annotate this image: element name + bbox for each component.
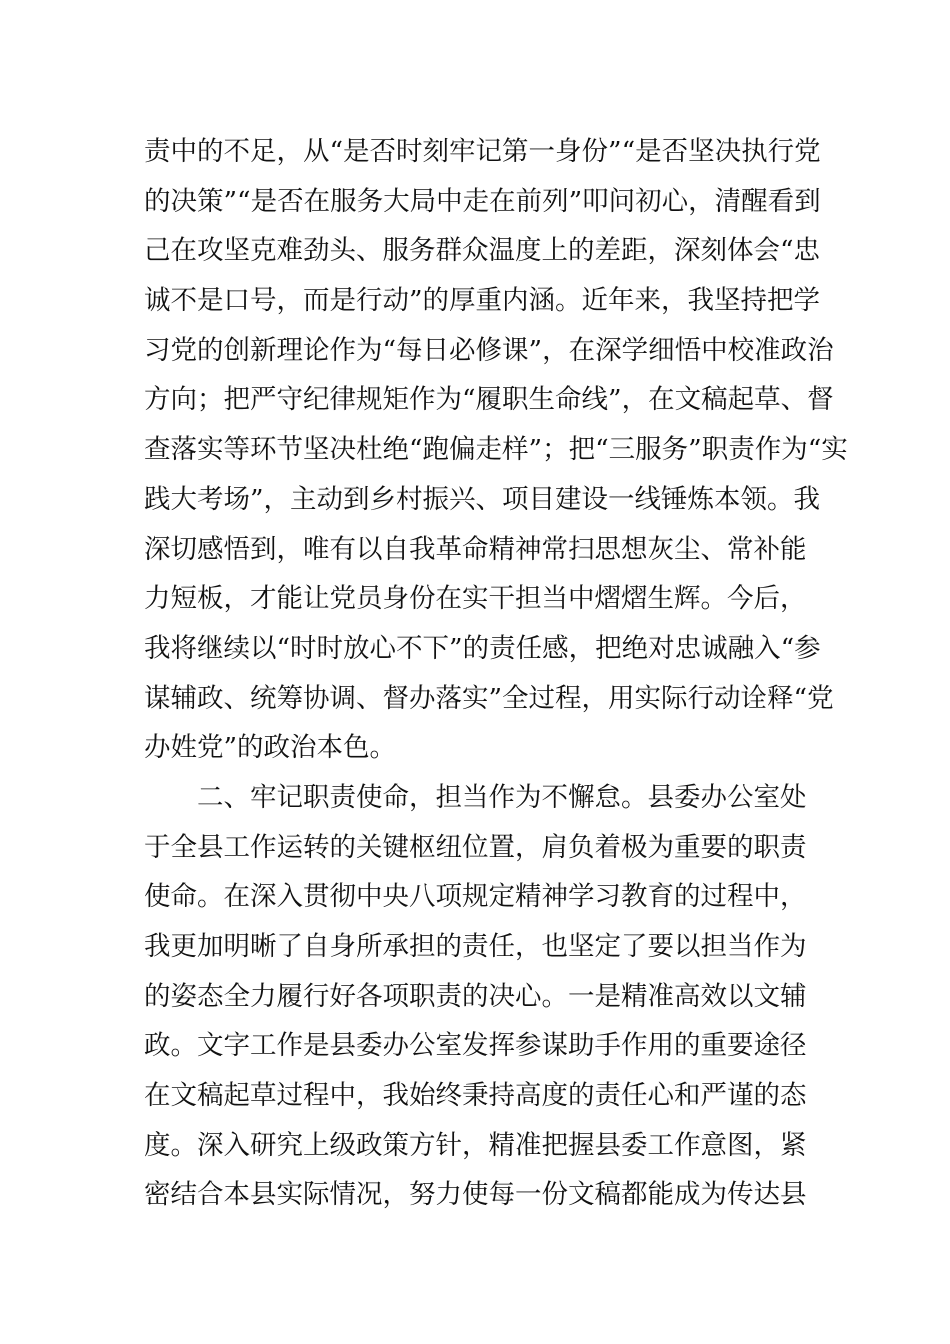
text-line: 己在攻坚克难劲头、服务群众温度上的差距，深刻体会“忠 [144, 235, 821, 267]
text-line: 责中的不足，从“是否时刻牢记第一身份”“是否坚决执行党 [144, 136, 821, 167]
text-line: 的决策”“是否在服务大局中走在前列”叩问初心，清醒看到 [144, 185, 821, 217]
text-line: 使命。在深入贯彻中央八项规定精神学习教育的过程中， [144, 881, 807, 913]
text-line: 于全县工作运转的关键枢纽位置，肩负着极为重要的职责 [144, 831, 807, 863]
text-line: 度。深入研究上级政策方针，精准把握县委工作意图，紧 [144, 1129, 807, 1161]
text-line: 政。文字工作是县委办公室发挥参谋助手作用的重要途径 [144, 1030, 807, 1062]
text-line: 在文稿起草过程中，我始终秉持高度的责任心和严谨的态 [144, 1080, 807, 1112]
section-heading-line: 二、牢记职责使命，担当作为不懈怠。县委办公室处 [197, 781, 807, 813]
text-line: 力短板，才能让党员身份在实干担当中熠熠生辉。今后， [144, 583, 807, 615]
text-line: 办姓党”的政治本色。 [144, 732, 397, 764]
text-line: 习党的创新理论作为“每日必修课”，在深学细悟中校准政治 [144, 334, 834, 366]
text-line: 我将继续以“时时放心不下”的责任感，把绝对忠诚融入“参 [144, 632, 821, 664]
text-line: 谋辅政、统筹协调、督办落实”全过程，用实际行动诠释“党 [144, 682, 834, 714]
text-line: 的姿态全力履行好各项职责的决心。一是精准高效以文辅 [144, 980, 807, 1012]
text-line: 方向；把严守纪律规矩作为“履职生命线”，在文稿起草、督 [144, 384, 834, 416]
text-line: 密结合本县实际情况，努力使每一份文稿都能成为传达县 [144, 1179, 807, 1211]
text-line: 我更加明晰了自身所承担的责任，也坚定了要以担当作为 [144, 931, 807, 962]
text-line: 践大考场”，主动到乡村振兴、项目建设一线锤炼本领。我 [144, 483, 821, 515]
text-line: 诚不是口号，而是行动”的厚重内涵。近年来，我坚持把学 [144, 285, 821, 317]
document-body [144, 127, 848, 1220]
text-line: 深切感悟到，唯有以自我革命精神常扫思想灰尘、常补能 [144, 533, 807, 565]
text-line: 查落实等环节坚决杜绝“跑偏走样”；把“三服务”职责作为“实 [144, 434, 848, 466]
